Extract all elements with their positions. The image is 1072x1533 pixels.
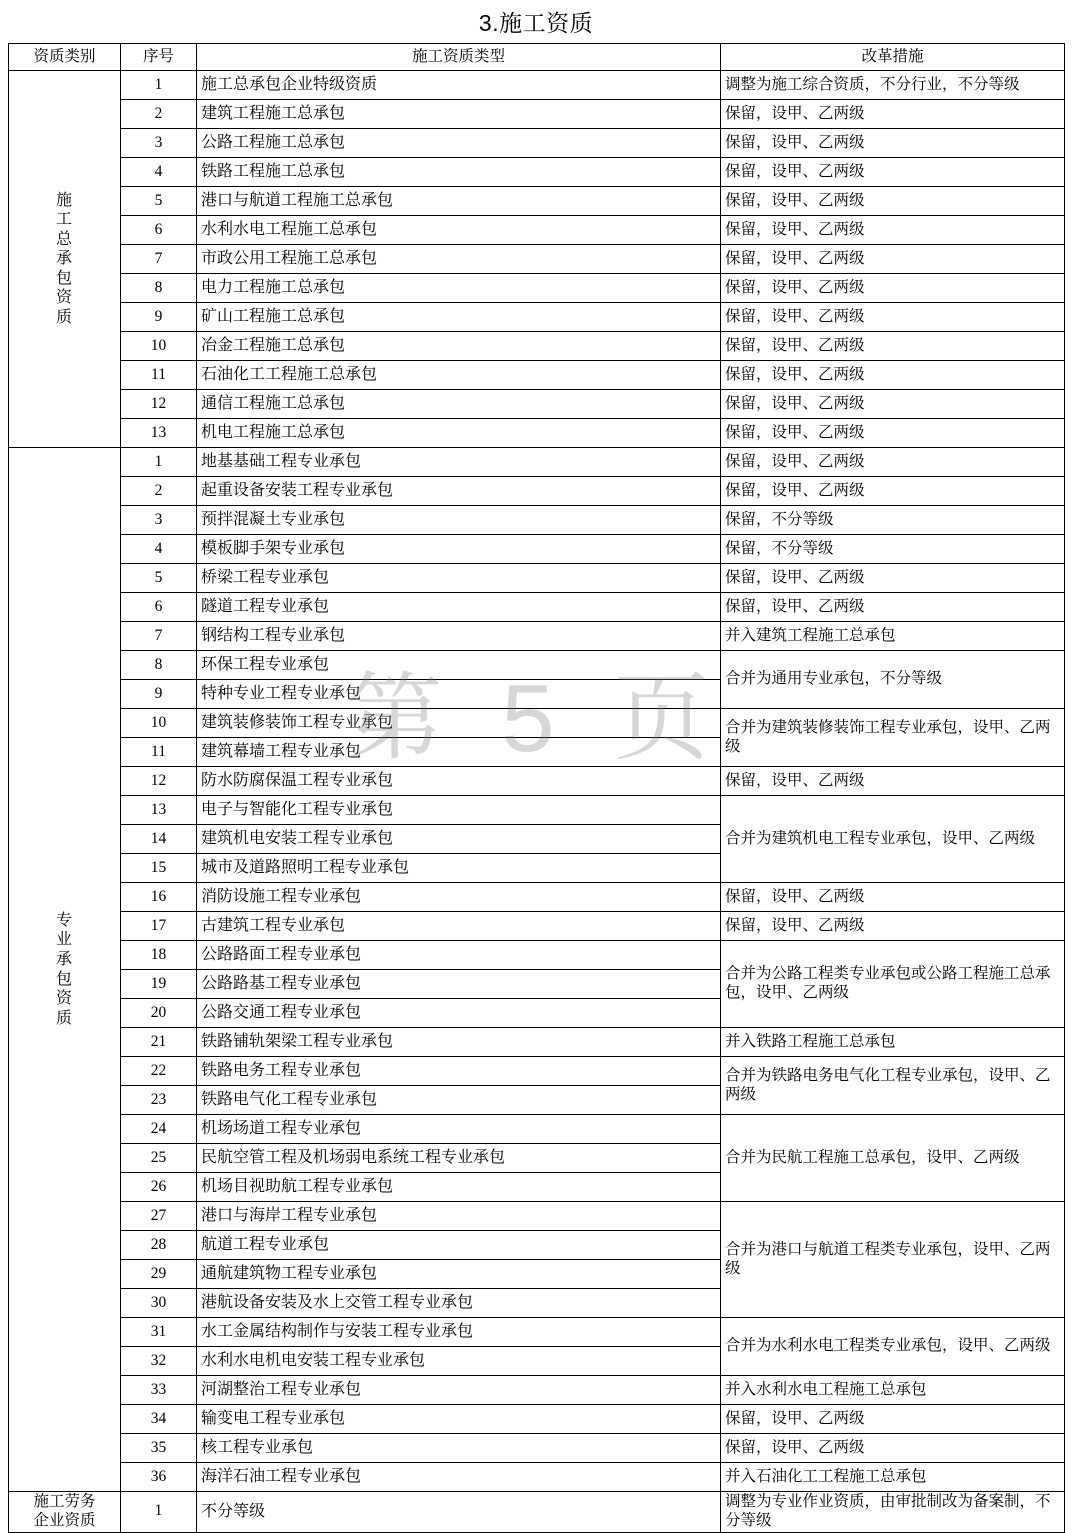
qualification-type-cell: 钢结构工程专业承包 bbox=[197, 622, 721, 651]
qualification-type-cell: 起重设备安装工程专业承包 bbox=[197, 477, 721, 506]
row-number-cell: 26 bbox=[121, 1173, 197, 1202]
qualification-type-cell: 机场场道工程专业承包 bbox=[197, 1115, 721, 1144]
qualification-type-cell: 水利水电机电安装工程专业承包 bbox=[197, 1347, 721, 1376]
table-row bbox=[9, 274, 1065, 303]
qualification-type-cell: 公路路面工程专业承包 bbox=[197, 941, 721, 970]
row-number-cell: 8 bbox=[121, 651, 197, 680]
reform-measure-cell: 保留，设甲、乙两级 bbox=[721, 187, 1065, 216]
reform-measure-cell: 并入水利水电工程施工总承包 bbox=[721, 1376, 1065, 1405]
table-row bbox=[9, 622, 1065, 651]
row-number-cell: 35 bbox=[121, 1434, 197, 1463]
row-number-cell: 16 bbox=[121, 883, 197, 912]
row-number-cell: 5 bbox=[121, 564, 197, 593]
reform-measure-cell: 合并为公路工程类专业承包或公路工程施工总承包，设甲、乙两级 bbox=[721, 941, 1065, 1028]
construction-qualification-table bbox=[8, 43, 1065, 1533]
reform-measure-cell: 保留，设甲、乙两级 bbox=[721, 448, 1065, 477]
reform-measure-cell: 保留，不分等级 bbox=[721, 535, 1065, 564]
reform-measure-cell: 保留，设甲、乙两级 bbox=[721, 303, 1065, 332]
qualification-type-cell: 建筑幕墙工程专业承包 bbox=[197, 738, 721, 767]
row-number-cell: 14 bbox=[121, 825, 197, 854]
qualification-type-cell: 输变电工程专业承包 bbox=[197, 1405, 721, 1434]
table-row bbox=[9, 1057, 1065, 1086]
table-row bbox=[9, 506, 1065, 535]
page-title: 3.施工资质 bbox=[478, 10, 594, 36]
reform-measure-cell: 调整为专业作业资质，由审批制改为备案制，不分等级 bbox=[721, 1492, 1065, 1533]
table-row bbox=[9, 1115, 1065, 1144]
table-row bbox=[9, 245, 1065, 274]
qualification-type-cell: 不分等级 bbox=[197, 1492, 721, 1533]
qualification-category-cell bbox=[9, 448, 121, 1492]
qualification-type-cell: 港航设备安装及水上交管工程专业承包 bbox=[197, 1289, 721, 1318]
qualification-type-cell: 港口与航道工程施工总承包 bbox=[197, 187, 721, 216]
table-row bbox=[9, 216, 1065, 245]
row-number-cell: 12 bbox=[121, 767, 197, 796]
table-row bbox=[9, 419, 1065, 448]
qualification-category-cell bbox=[9, 71, 121, 448]
row-number-cell: 13 bbox=[121, 419, 197, 448]
row-number-cell: 22 bbox=[121, 1057, 197, 1086]
qualification-type-cell: 公路交通工程专业承包 bbox=[197, 999, 721, 1028]
table-row bbox=[9, 158, 1065, 187]
qualification-type-cell: 建筑工程施工总承包 bbox=[197, 100, 721, 129]
qualification-type-cell: 特种专业工程专业承包 bbox=[197, 680, 721, 709]
table-row bbox=[9, 912, 1065, 941]
qualification-type-cell: 地基基础工程专业承包 bbox=[197, 448, 721, 477]
table-row bbox=[9, 477, 1065, 506]
reform-measure-cell: 并入石油化工工程施工总承包 bbox=[721, 1463, 1065, 1492]
row-number-cell: 15 bbox=[121, 854, 197, 883]
row-number-cell: 10 bbox=[121, 332, 197, 361]
reform-measure-cell: 保留，设甲、乙两级 bbox=[721, 361, 1065, 390]
reform-measure-cell: 合并为水利水电工程类专业承包，设甲、乙两级 bbox=[721, 1318, 1065, 1376]
reform-measure-cell: 合并为港口与航道工程类专业承包，设甲、乙两级 bbox=[721, 1202, 1065, 1318]
category-char: 总 bbox=[55, 230, 73, 248]
category-char: 工 bbox=[55, 211, 73, 229]
table-row bbox=[9, 535, 1065, 564]
row-number-cell: 7 bbox=[121, 622, 197, 651]
reform-measure-cell: 保留，设甲、乙两级 bbox=[721, 129, 1065, 158]
reform-measure-cell: 保留，设甲、乙两级 bbox=[721, 332, 1065, 361]
reform-measure-cell: 合并为铁路电务电气化工程专业承包，设甲、乙两级 bbox=[721, 1057, 1065, 1115]
qualification-type-cell: 城市及道路照明工程专业承包 bbox=[197, 854, 721, 883]
row-number-cell: 10 bbox=[121, 709, 197, 738]
reform-measure-cell: 保留，设甲、乙两级 bbox=[721, 274, 1065, 303]
row-number-cell: 4 bbox=[121, 535, 197, 564]
qualification-type-cell: 施工总承包企业特级资质 bbox=[197, 71, 721, 100]
category-char: 资 bbox=[55, 289, 73, 307]
row-number-cell: 31 bbox=[121, 1318, 197, 1347]
reform-measure-cell: 保留，设甲、乙两级 bbox=[721, 564, 1065, 593]
table-row bbox=[9, 709, 1065, 738]
qualification-type-cell: 水利水电工程施工总承包 bbox=[197, 216, 721, 245]
category-line: 企业资质 bbox=[33, 1511, 96, 1529]
row-number-cell: 4 bbox=[121, 158, 197, 187]
qualification-type-cell: 核工程专业承包 bbox=[197, 1434, 721, 1463]
table-row bbox=[9, 941, 1065, 970]
qualification-type-cell: 公路工程施工总承包 bbox=[197, 129, 721, 158]
reform-measure-cell: 保留，设甲、乙两级 bbox=[721, 477, 1065, 506]
reform-measure-cell: 合并为民航工程施工总承包，设甲、乙两级 bbox=[721, 1115, 1065, 1202]
table-row bbox=[9, 1318, 1065, 1347]
qualification-type-cell: 海洋石油工程专业承包 bbox=[197, 1463, 721, 1492]
reform-measure-cell: 保留，设甲、乙两级 bbox=[721, 390, 1065, 419]
qualification-type-cell: 冶金工程施工总承包 bbox=[197, 332, 721, 361]
column-header: 序号 bbox=[121, 44, 197, 71]
qualification-type-cell: 市政公用工程施工总承包 bbox=[197, 245, 721, 274]
table-row bbox=[9, 883, 1065, 912]
qualification-type-cell: 民航空管工程及机场弱电系统工程专业承包 bbox=[197, 1144, 721, 1173]
qualification-type-cell: 机电工程施工总承包 bbox=[197, 419, 721, 448]
table-row bbox=[9, 1434, 1065, 1463]
row-number-cell: 18 bbox=[121, 941, 197, 970]
row-number-cell: 17 bbox=[121, 912, 197, 941]
row-number-cell: 29 bbox=[121, 1260, 197, 1289]
category-char: 承 bbox=[55, 250, 73, 268]
qualification-type-cell: 消防设施工程专业承包 bbox=[197, 883, 721, 912]
category-line: 施工劳务 bbox=[33, 1493, 96, 1510]
reform-measure-cell: 保留，设甲、乙两级 bbox=[721, 912, 1065, 941]
qualification-type-cell: 桥梁工程专业承包 bbox=[197, 564, 721, 593]
row-number-cell: 6 bbox=[121, 593, 197, 622]
row-number-cell: 11 bbox=[121, 738, 197, 767]
column-header: 改革措施 bbox=[721, 44, 1065, 71]
table-row bbox=[9, 361, 1065, 390]
table-row bbox=[9, 187, 1065, 216]
category-char: 质 bbox=[55, 308, 73, 326]
table-row bbox=[9, 303, 1065, 332]
row-number-cell: 1 bbox=[121, 1492, 197, 1533]
row-number-cell: 25 bbox=[121, 1144, 197, 1173]
row-number-cell: 6 bbox=[121, 216, 197, 245]
row-number-cell: 21 bbox=[121, 1028, 197, 1057]
qualification-type-cell: 古建筑工程专业承包 bbox=[197, 912, 721, 941]
qualification-type-cell: 港口与海岸工程专业承包 bbox=[197, 1202, 721, 1231]
reform-measure-cell: 保留，设甲、乙两级 bbox=[721, 245, 1065, 274]
category-char: 承 bbox=[55, 950, 73, 968]
row-number-cell: 1 bbox=[121, 71, 197, 100]
reform-measure-cell: 并入建筑工程施工总承包 bbox=[721, 622, 1065, 651]
row-number-cell: 34 bbox=[121, 1405, 197, 1434]
qualification-type-cell: 电力工程施工总承包 bbox=[197, 274, 721, 303]
reform-measure-cell: 保留，设甲、乙两级 bbox=[721, 593, 1065, 622]
row-number-cell: 20 bbox=[121, 999, 197, 1028]
table-row bbox=[9, 564, 1065, 593]
qualification-type-cell: 航道工程专业承包 bbox=[197, 1231, 721, 1260]
row-number-cell: 11 bbox=[121, 361, 197, 390]
reform-measure-cell: 保留，设甲、乙两级 bbox=[721, 767, 1065, 796]
qualification-type-cell: 预拌混凝土专业承包 bbox=[197, 506, 721, 535]
reform-measure-cell: 保留，设甲、乙两级 bbox=[721, 216, 1065, 245]
table-row bbox=[9, 767, 1065, 796]
qualification-type-cell: 环保工程专业承包 bbox=[197, 651, 721, 680]
row-number-cell: 8 bbox=[121, 274, 197, 303]
qualification-type-cell: 铁路电务工程专业承包 bbox=[197, 1057, 721, 1086]
qualification-type-cell: 防水防腐保温工程专业承包 bbox=[197, 767, 721, 796]
table-header-row bbox=[9, 44, 1065, 71]
category-char: 资 bbox=[55, 990, 73, 1008]
reform-measure-cell: 保留，设甲、乙两级 bbox=[721, 158, 1065, 187]
qualification-type-cell: 铁路电气化工程专业承包 bbox=[197, 1086, 721, 1115]
column-header: 施工资质类型 bbox=[197, 44, 721, 71]
reform-measure-cell: 合并为建筑机电工程专业承包，设甲、乙两级 bbox=[721, 796, 1065, 883]
qualification-type-cell: 电子与智能化工程专业承包 bbox=[197, 796, 721, 825]
row-number-cell: 3 bbox=[121, 506, 197, 535]
table-row bbox=[9, 129, 1065, 158]
qualification-type-cell: 石油化工工程施工总承包 bbox=[197, 361, 721, 390]
category-char: 专 bbox=[55, 911, 73, 929]
qualification-type-cell: 通航建筑物工程专业承包 bbox=[197, 1260, 721, 1289]
reform-measure-cell: 并入铁路工程施工总承包 bbox=[721, 1028, 1065, 1057]
qualification-type-cell: 建筑装修装饰工程专业承包 bbox=[197, 709, 721, 738]
reform-measure-cell: 保留，设甲、乙两级 bbox=[721, 1434, 1065, 1463]
row-number-cell: 2 bbox=[121, 100, 197, 129]
column-header: 资质类别 bbox=[9, 44, 121, 71]
row-number-cell: 36 bbox=[121, 1463, 197, 1492]
table-row bbox=[9, 448, 1065, 477]
reform-measure-cell: 合并为建筑装修装饰工程专业承包，设甲、乙两级 bbox=[721, 709, 1065, 767]
table-row bbox=[9, 332, 1065, 361]
reform-measure-cell: 保留，设甲、乙两级 bbox=[721, 883, 1065, 912]
row-number-cell: 30 bbox=[121, 1289, 197, 1318]
row-number-cell: 1 bbox=[121, 448, 197, 477]
table-row bbox=[9, 1202, 1065, 1231]
row-number-cell: 7 bbox=[121, 245, 197, 274]
category-char: 业 bbox=[55, 931, 73, 949]
reform-measure-cell: 调整为施工综合资质，不分行业，不分等级 bbox=[721, 71, 1065, 100]
qualification-type-cell: 通信工程施工总承包 bbox=[197, 390, 721, 419]
reform-measure-cell: 保留，设甲、乙两级 bbox=[721, 1405, 1065, 1434]
row-number-cell: 9 bbox=[121, 303, 197, 332]
qualification-type-cell: 铁路工程施工总承包 bbox=[197, 158, 721, 187]
table-row bbox=[9, 71, 1065, 100]
table-row bbox=[9, 390, 1065, 419]
qualification-type-cell: 河湖整治工程专业承包 bbox=[197, 1376, 721, 1405]
category-char: 施 bbox=[55, 191, 73, 209]
row-number-cell: 32 bbox=[121, 1347, 197, 1376]
table-row bbox=[9, 1463, 1065, 1492]
category-char: 质 bbox=[55, 1009, 73, 1027]
qualification-type-cell: 模板脚手架专业承包 bbox=[197, 535, 721, 564]
reform-measure-cell: 保留，设甲、乙两级 bbox=[721, 100, 1065, 129]
qualification-type-cell: 公路路基工程专业承包 bbox=[197, 970, 721, 999]
row-number-cell: 9 bbox=[121, 680, 197, 709]
row-number-cell: 27 bbox=[121, 1202, 197, 1231]
row-number-cell: 3 bbox=[121, 129, 197, 158]
table-row bbox=[9, 100, 1065, 129]
row-number-cell: 2 bbox=[121, 477, 197, 506]
table-row bbox=[9, 593, 1065, 622]
table-row bbox=[9, 651, 1065, 680]
row-number-cell: 33 bbox=[121, 1376, 197, 1405]
table-row bbox=[9, 796, 1065, 825]
qualification-type-cell: 铁路铺轨架梁工程专业承包 bbox=[197, 1028, 721, 1057]
table-row bbox=[9, 1376, 1065, 1405]
row-number-cell: 28 bbox=[121, 1231, 197, 1260]
row-number-cell: 19 bbox=[121, 970, 197, 999]
qualification-type-cell: 机场目视助航工程专业承包 bbox=[197, 1173, 721, 1202]
row-number-cell: 24 bbox=[121, 1115, 197, 1144]
qualification-type-cell: 建筑机电安装工程专业承包 bbox=[197, 825, 721, 854]
row-number-cell: 13 bbox=[121, 796, 197, 825]
reform-measure-cell: 保留，设甲、乙两级 bbox=[721, 419, 1065, 448]
table-row bbox=[9, 1492, 1065, 1533]
row-number-cell: 12 bbox=[121, 390, 197, 419]
reform-measure-cell: 保留，不分等级 bbox=[721, 506, 1065, 535]
watermark-text: 第 5 页 bbox=[346, 664, 726, 772]
row-number-cell: 23 bbox=[121, 1086, 197, 1115]
qualification-category-cell bbox=[9, 1492, 121, 1533]
row-number-cell: 5 bbox=[121, 187, 197, 216]
reform-measure-cell: 合并为通用专业承包，不分等级 bbox=[721, 651, 1065, 709]
qualification-type-cell: 矿山工程施工总承包 bbox=[197, 303, 721, 332]
table-row bbox=[9, 1405, 1065, 1434]
category-char: 包 bbox=[55, 970, 73, 988]
qualification-type-cell: 隧道工程专业承包 bbox=[197, 593, 721, 622]
category-char: 包 bbox=[55, 269, 73, 287]
table-row bbox=[9, 1028, 1065, 1057]
qualification-type-cell: 水工金属结构制作与安装工程专业承包 bbox=[197, 1318, 721, 1347]
